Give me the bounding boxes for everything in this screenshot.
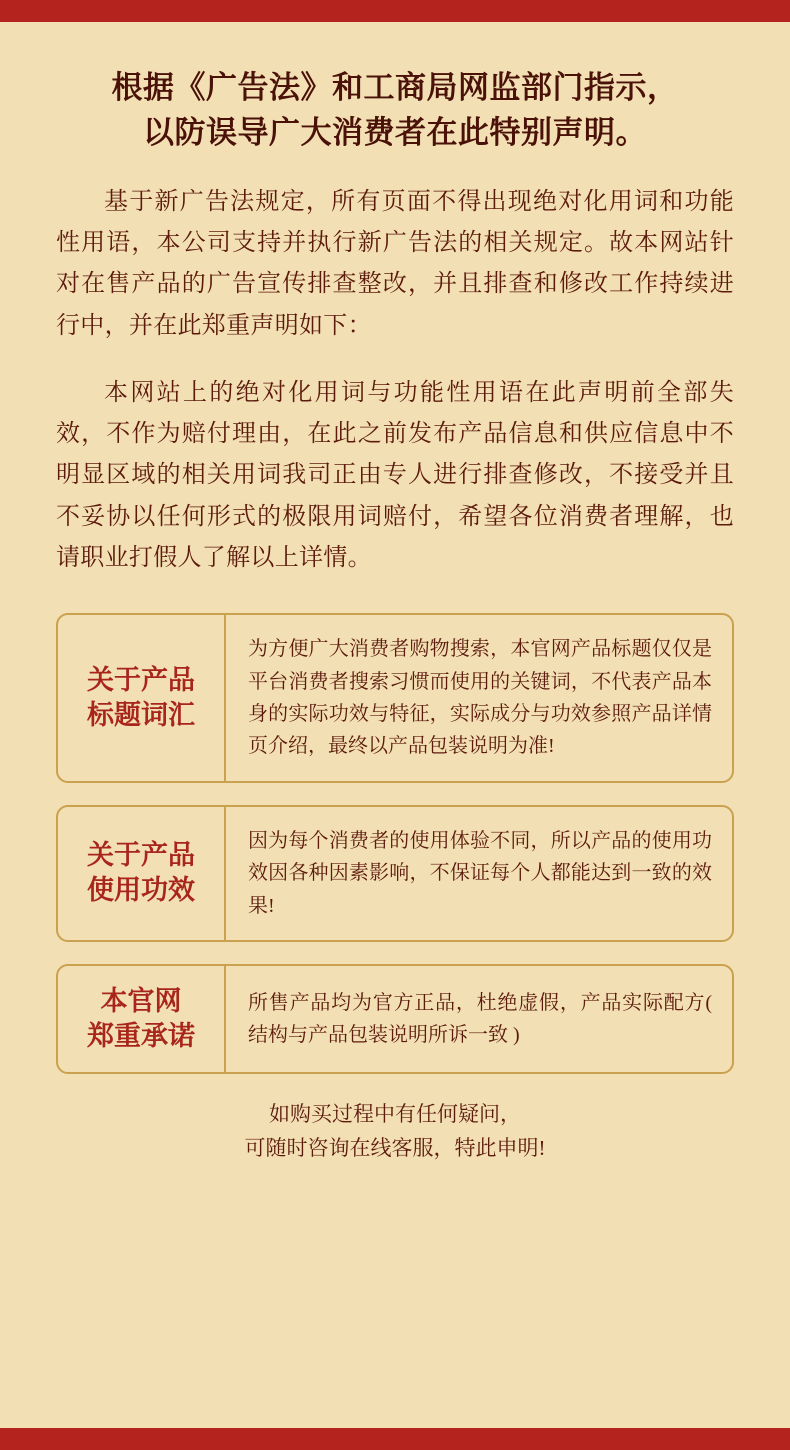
card-official-promise: [56, 964, 734, 1074]
statement-cards: [56, 613, 734, 1074]
card-2-label: [58, 807, 226, 940]
card-1-text: 为方便广大消费者购物搜索，本官网产品标题仅仅是平台消费者搜索习惯而使用的关键词，不代表产品本身的实际功效与特征，实际成分与功效参照产品详情页介绍，最终以产品包装说明为准!: [248, 638, 712, 758]
card-product-efficacy: [56, 805, 734, 942]
panel-inner: [0, 22, 790, 1165]
card-3-text: 所售产品均为官方正品，杜绝虚假，产品实际配方( 结构与产品包装说明所诉一致 ): [248, 991, 712, 1047]
footer-line-2: 可随时咨询在线客服，特此申明!: [244, 1135, 546, 1160]
card-1-label-line-2: 标题词汇: [87, 700, 195, 731]
top-red-bar: [0, 0, 790, 22]
card-2-label-line-1: 关于产品: [87, 840, 195, 871]
page-title: [56, 66, 734, 156]
card-2-label-line-2: 使用功效: [87, 875, 195, 906]
footer-line-1: 如购买过程中有任何疑问，: [269, 1102, 521, 1127]
bottom-red-bar: [0, 1428, 790, 1450]
card-1-label: [58, 615, 226, 781]
card-3-label-line-2: 郑重承诺: [87, 1021, 195, 1052]
card-product-title-wording: [56, 613, 734, 783]
paragraph-2: 本网站上的绝对化用词与功能性用语在此声明前全部失效，不作为赔付理由，在此之前发布产品信息和供应信息中不明显区域的相关用词我司正由专人进行排查修改，不接受并且不妥协以任何形式的极限用词赔付，希望各位消费者理解，也请职业打假人了解以上详情。: [56, 379, 734, 571]
card-1-label-line-1: 关于产品: [87, 664, 195, 695]
card-3-label-line-1: 本官网: [100, 986, 182, 1016]
page-title-line-2: 以防误导广大消费者在此特别声明。: [143, 114, 647, 150]
page-title-line-1: 根据《广告法》和工商局网监部门指示，: [111, 70, 679, 105]
card-3-label: [58, 966, 226, 1072]
disclaimer-panel: [0, 22, 790, 1428]
card-2-text: 因为每个消费者的使用体验不同，所以产品的使用功效因各种因素影响，不保证每个人都能达到一致的效果!: [248, 829, 712, 917]
footer-note: [56, 1098, 734, 1165]
paragraph-1: 基于新广告法规定，所有页面不得出现绝对化用词和功能性用语，本公司支持并执行新广告法的相关规定。故本网站针对在售产品的广告宣传排查整改，并且排查和修改工作持续进行中，并在此郑重声明如下：: [56, 188, 734, 339]
